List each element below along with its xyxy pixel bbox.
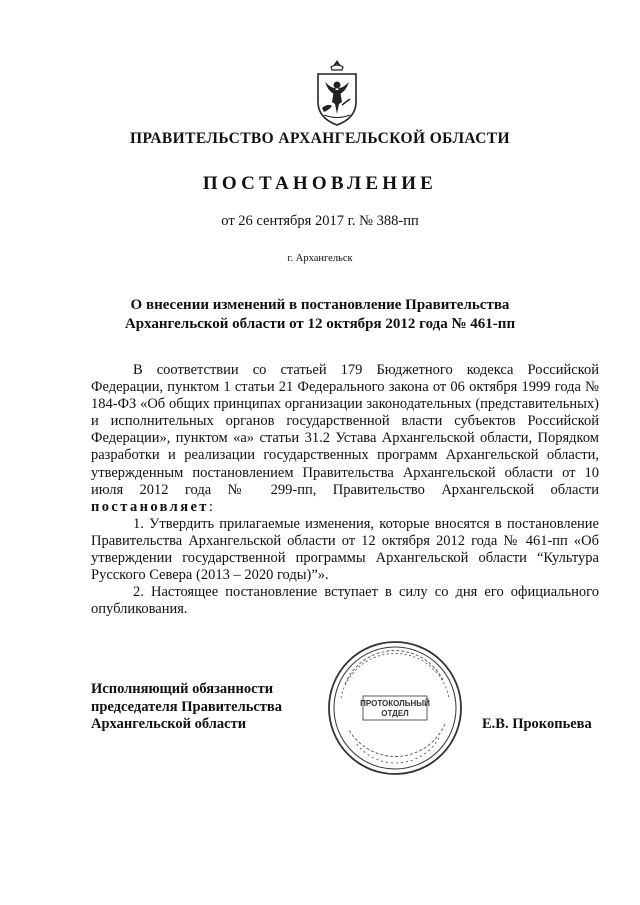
item-1-paragraph: 1. Утвердить прилагаемые изменения, которые вносятся в постановление Правительства Архангельской области от 12 октября 2012 года № 461-пп «Об утверждении государственной программы Архангельской области “Культура Русского Севера (2013 – 2020 годы)”». — [91, 515, 599, 584]
signatory-title-line-2: председателя Правительства — [91, 698, 283, 715]
stamp-center-line-1: ПРОТОКОЛЬНЫЙ — [360, 699, 430, 708]
coat-of-arms-icon — [312, 58, 362, 128]
signatory-title — [91, 681, 282, 734]
document-body — [91, 362, 599, 618]
official-seal-icon — [325, 638, 465, 778]
signatory-name: Е.В. Прокопьева — [482, 716, 592, 732]
signatory-title-line-1: Исполняющий обязанности — [91, 681, 274, 697]
item-2-paragraph: 2. Настоящее постановление вступает в силу со дня его официального опубликования. — [91, 584, 599, 618]
preamble-text: В соответствии со статьей 179 Бюджетного кодекса Российской Федерации, пунктом 1 статьи 21 Федерального закона от 06 октября 1999 года № 184-ФЗ «Об общих принципах организации законодательных (представительных) и исполнительных органов государственной власти субъектов Российской Федерации», пунктом «а» статьи 31.2 Устава Архангельской области, Порядком разработки и реализации государственных программ Архангельской области, утвержденным постановлением Правительства Архангельской области от 10 июля 2012 года № 299-пп, Правительство Архангельской области — [91, 362, 599, 498]
signatory-title-line-3: Архангельской области — [91, 716, 247, 732]
subject-line-1: О внесении изменений в постановление Правительства — [130, 297, 510, 313]
resolves-colon: : — [208, 498, 213, 515]
document-city: г. Архангельск — [287, 253, 353, 264]
document-type-title: ПОСТАНОВЛЕНИЕ — [202, 173, 438, 194]
document-date-number: от 26 сентября 2017 г. № 388-пп — [221, 213, 419, 229]
resolves-word: постановляет — [91, 498, 209, 515]
document-subject — [0, 296, 640, 334]
subject-line-2: Архангельской области от 12 октября 2012 года № 461-пп — [124, 316, 516, 332]
stamp-center-line-2: ОТДЕЛ — [381, 709, 409, 718]
preamble-paragraph — [91, 362, 599, 516]
organization-title: ПРАВИТЕЛЬСТВО АРХАНГЕЛЬСКОЙ ОБЛАСТИ — [129, 130, 510, 147]
